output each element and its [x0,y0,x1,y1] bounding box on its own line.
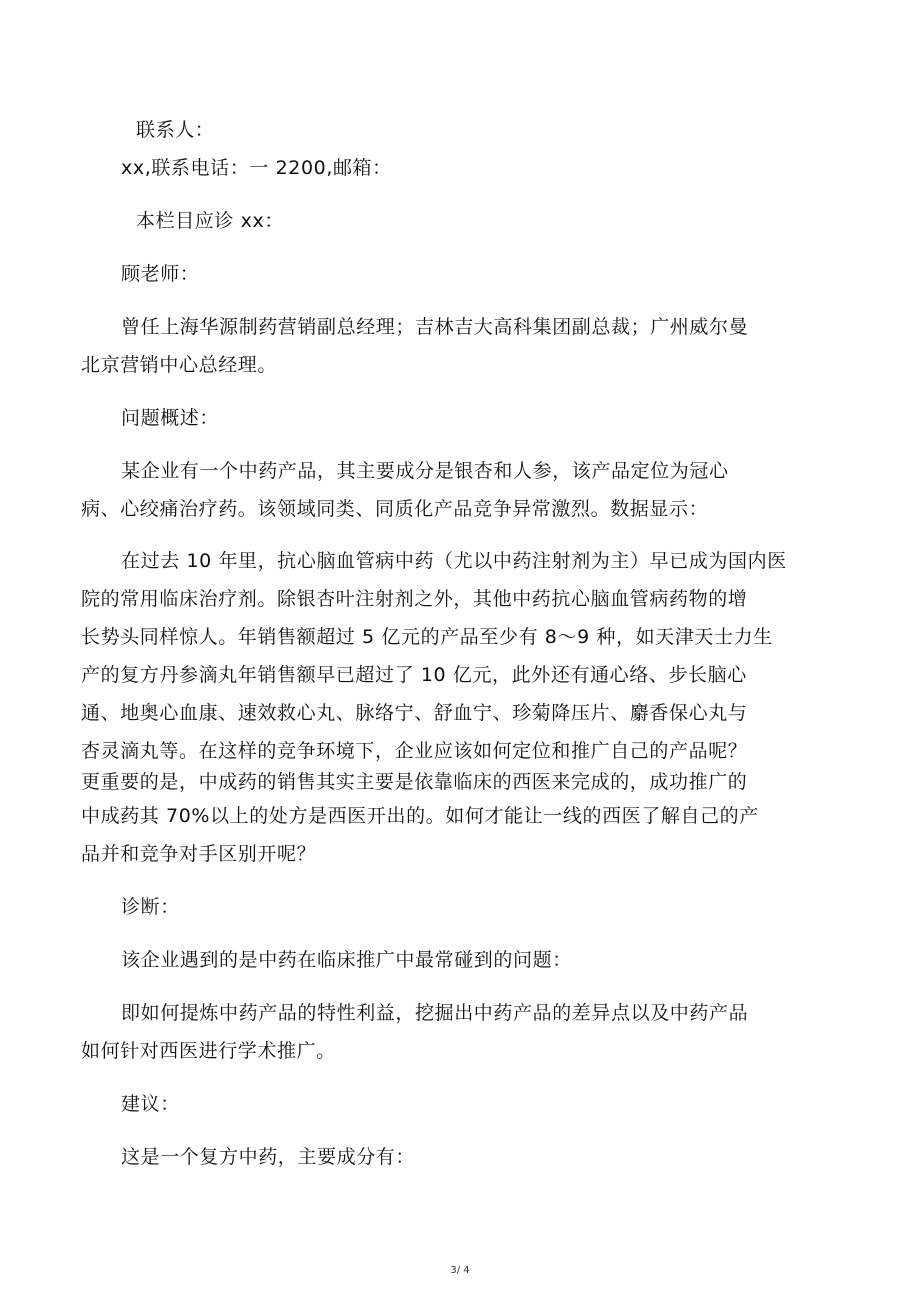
problem-heading: 问题概述： [121,407,220,429]
problem-paragraph-2-line-3: 长势头同样惊人。年销售额超过 5 亿元的产品至少有 8〜9 种，如天津天士力生 [81,626,773,648]
suggestion-heading: 建议： [121,1093,180,1115]
problem-paragraph-2-line-8: 中成药其 70%以上的处方是西医开出的。如何才能让一线的西医了解自己的产 [81,805,759,827]
page-number: 3/ 4 [450,1265,470,1276]
problem-paragraph-2-line-4: 产的复方丹参滴丸年销售额早已超过了 10 亿元，此外还有通心络、步长脑心 [81,664,747,686]
problem-paragraph-2-line-1: 在过去 10 年里，抗心脑血管病中药（尤以中药注射剂为主）早已成为国内医 [121,550,787,572]
teacher-label: 顾老师： [121,263,200,285]
teacher-bio-line-2: 北京营销中心总经理。 [81,354,278,376]
teacher-bio-line-1: 曾任上海华源制药营销副总经理；吉林吉大高科集团副总裁；广州威尔曼 [121,316,749,338]
contact-label: 联系人： [136,119,215,141]
diagnosis-paragraph-2-line-2: 如何针对西医进行学术推广。 [81,1040,336,1062]
contact-phone-line: xx,联系电话：一 2200,邮箱： [121,157,392,179]
problem-paragraph-2-line-6: 杏灵滴丸等。在这样的竞争环境下，企业应该如何定位和推广自己的产品呢？ [81,740,748,762]
problem-paragraph-2-line-9: 品并和竞争对手区别开呢？ [81,843,317,865]
suggestion-paragraph-1: 这是一个复方中药，主要成分有： [121,1146,416,1168]
diagnosis-paragraph-1: 该企业遇到的是中药在临床推广中最常碰到的问题： [121,949,572,971]
diagnosis-heading: 诊断： [121,896,180,918]
problem-paragraph-2-line-2: 院的常用临床治疗剂。除银杏叶注射剂之外，其他中药抗心脑血管病药物的增 [81,588,748,610]
problem-paragraph-2-line-5: 通、地奥心血康、速效救心丸、脉络宁、舒血宁、珍菊降压片、麝香保心丸与 [81,702,748,724]
problem-paragraph-1-line-1: 某企业有一个中药产品，其主要成分是银杏和人参，该产品定位为冠心 [121,460,729,482]
problem-paragraph-1-line-2: 病、心绞痛治疗药。该领域同类、同质化产品竞争异常激烈。数据显示： [81,498,709,520]
column-consultant-line: 本栏目应诊 xx： [136,210,284,232]
diagnosis-paragraph-2-line-1: 即如何提炼中药产品的特性利益，挖掘出中药产品的差异点以及中药产品 [121,1002,749,1024]
problem-paragraph-2-line-7: 更重要的是，中成药的销售其实主要是依靠临床的西医来完成的，成功推广的 [81,771,748,793]
